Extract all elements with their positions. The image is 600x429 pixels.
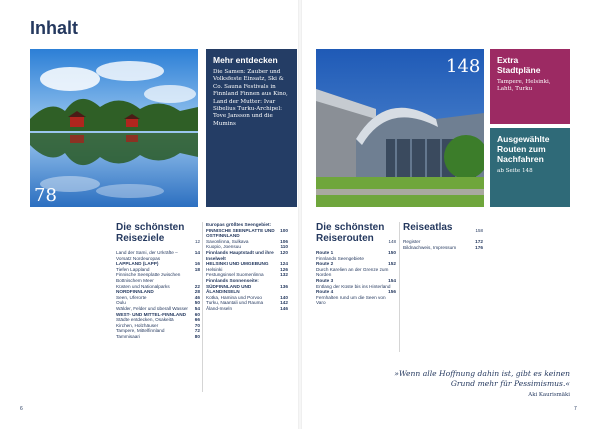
reiseziele2-entry — [206, 250, 288, 261]
column-divider — [202, 222, 203, 392]
reiseatlas-entry-page: 172 — [475, 239, 483, 244]
reiseziele-entry — [116, 334, 200, 340]
photo-page-number-right: 148 — [446, 56, 481, 77]
reiseziele2-entry-label: Savonlinna, Sulkava — [206, 238, 249, 244]
reiseziele2-entry-label: SÜDFINNLAND UND ÅLANDINSELN — [206, 283, 252, 295]
reiseatlas-list — [403, 239, 483, 250]
reiseziele-entry — [116, 250, 200, 261]
reiseziele-entry-label: Küsten und Nationalparks — [116, 283, 170, 289]
reiseatlas-entry-page: 176 — [475, 244, 483, 250]
mehr-entdecken-box — [206, 49, 297, 207]
reiseziele2-entry-page: 132 — [280, 272, 288, 278]
ausgewaehlte-routen-text: ab Seite 148 — [497, 168, 533, 174]
reiserouten-entry-label: Fernhalten rund um die Seen von Varo — [316, 294, 386, 306]
reiserouten-list — [316, 250, 396, 306]
reiseatlas-entry-label: Bildnachweis, Impressum — [403, 244, 457, 250]
reiseziele2-entry-label: Europas größtes Seengebiet: — [206, 222, 272, 227]
reiserouten-entry-label: Durch Karelien an der Grenze zum Norden — [316, 266, 389, 278]
reiseziele-column-2 — [206, 222, 288, 312]
reiseziele-entry-label: Tiefen Lappland — [116, 266, 150, 272]
lake-cottage-photo — [30, 49, 198, 207]
reiserouten-entry — [316, 295, 396, 306]
reiserouten-entry-label: Finnlands Seengebiete — [316, 255, 364, 261]
reiseatlas-entry-label: Register — [403, 239, 421, 244]
reiseziele-entry-page: 72 — [194, 328, 200, 334]
reiseziele-heading: Die schönsten Reiseziele — [116, 222, 185, 244]
extra-stadtplaene-text: Tampere, Helsinki, Lahti, Turku — [497, 79, 551, 93]
reiseziele-entry — [116, 272, 200, 283]
reiserouten-entry-label: Entlang der Küste bis ins Hinterland — [316, 283, 391, 289]
reiseatlas-column — [403, 222, 483, 250]
reiseziele-entry-page: 70 — [194, 322, 200, 328]
reiserouten-column — [316, 222, 396, 306]
reiseziele2-entry-page: 140 — [280, 294, 288, 300]
reiserouten-entry-page: 150 — [388, 250, 396, 255]
reiseziele2-entry-label: Turku, Naantali und Rauma — [206, 300, 264, 306]
reiseziele-entry-label: Finnische Seenplatte zwischen Bottnischem Meer — [116, 272, 181, 283]
ausgewaehlte-routen-heading: Ausgewählte Routen zum Nachfahren — [497, 134, 550, 164]
reiseziele-entry-page: 16 — [194, 261, 200, 267]
reiseziele-entry-page: 46 — [194, 294, 200, 300]
reiseziele-entry-label: Städte entdecken, Osakeitä — [116, 317, 174, 323]
photo-page-number: 78 — [34, 185, 57, 206]
reiseziele2-entry-label: Åland-Inseln — [206, 305, 233, 311]
reiserouten-entry-label: Route 3 — [316, 277, 334, 283]
reiseziele-entry-label: Oulu — [116, 300, 126, 306]
reiseziele-page: 12 — [194, 239, 200, 244]
reiserouten-entry — [316, 267, 396, 278]
column-divider-2 — [399, 222, 400, 352]
reiseziele-entry-label: Tammisaari — [116, 333, 140, 339]
reiseatlas-entry — [403, 245, 483, 251]
reiserouten-entry-page: 152 — [388, 261, 396, 267]
reiseatlas-head — [403, 222, 483, 233]
reiseziele-entry-page: 18 — [194, 266, 200, 272]
reiserouten-entry-label: Route 1 — [316, 250, 334, 255]
page-title: Inhalt — [30, 18, 78, 38]
reiseziele-entry-label: Kirchen, Holzhäuser — [116, 322, 159, 328]
reiseziele-entry-label: Tampere, Mittelfinnland — [116, 328, 165, 334]
reiseziele2-entry-page: 142 — [280, 300, 288, 306]
reiserouten-entry-page: 156 — [388, 289, 396, 295]
reiseziele2-entry-page: 146 — [280, 305, 288, 311]
book-gutter — [298, 0, 302, 429]
reiseziele-entry-label: WEST- UND MITTEL-FINNLAND — [116, 311, 187, 317]
reiseziele2-entry-label: Kuopio, Joensuu — [206, 244, 241, 250]
mehr-entdecken-text: Die Samen: Zauber und Volksfeste Einsatz, Ski & Co. Sauna Festivals in Finnland Finnen aus Kino, Land der Mutter: Ivar Sibelius Turku-Archipel: Tove Jansson und die Mumins — [213, 69, 288, 127]
reiserouten-head — [316, 222, 396, 244]
reiseziele2-entry-page: 124 — [280, 261, 288, 267]
reiseziele-entry-label: NORDFINNLAND — [116, 289, 154, 295]
reiserouten-page: 148 — [388, 239, 396, 244]
reiseziele2-entry-page: 110 — [280, 244, 288, 250]
reiseziele2-entry-page: 100 — [280, 227, 288, 233]
page-number-right: 7 — [574, 406, 577, 412]
reiserouten-entry-label: Route 4 — [316, 289, 334, 295]
reiseziele-entry-page: 60 — [194, 311, 200, 317]
mehr-entdecken-heading: Mehr entdecken — [213, 55, 278, 65]
reiserouten-heading: Die schönsten Reiserouten — [316, 222, 385, 244]
reiseziele2-entry-label: HELSINKI UND UMGEBUNG — [206, 261, 269, 267]
reiseziele2-entry-page: 120 — [280, 249, 288, 255]
ausgewaehlte-routen-box — [490, 128, 570, 207]
reiseziele2-entry-page: 126 — [280, 266, 288, 272]
reiseziele-column — [116, 222, 200, 340]
reiseziele2-entry-label: Festungsinsel Suomenlinna — [206, 272, 264, 278]
quote-text: »Wenn alle Hoffnung dahin ist, gibt es keinen Grund mehr für Pessimismus.« — [394, 369, 570, 388]
reiseziele2-entry-label: Helsinki — [206, 266, 223, 272]
reiserouten-entry-label: Route 2 — [316, 261, 334, 267]
reiseziele-head — [116, 222, 200, 244]
extra-stadtplaene-box — [490, 49, 570, 124]
reiseziele-entry-page: 14 — [194, 250, 200, 255]
reiseziele2-entry-label: Kotka, Hamina und Porvoo — [206, 294, 263, 300]
reiseziele2-entry-page: 136 — [280, 283, 288, 289]
reiserouten-entry-page: 154 — [388, 277, 396, 283]
reiseziele-entry-page: 22 — [194, 283, 200, 289]
reiseziele-entry-label: Wälder, Felder und überall Wasser — [116, 305, 188, 311]
reiseziele-entry-page: 28 — [194, 289, 200, 295]
reiseziele-entry-page: 66 — [194, 317, 200, 323]
reiseziele-entry-label: Seen, Uferorte — [116, 294, 147, 300]
reiseziele-entry-label: LAPPLAND (LAPP) — [116, 261, 159, 267]
reiseziele2-entry — [206, 228, 288, 239]
reiseatlas-heading: Reiseatlas — [403, 222, 453, 233]
reiseziele2-entry — [206, 284, 288, 295]
reiseatlas-page: 158 — [475, 228, 483, 233]
reiseziele2-entry — [206, 306, 288, 312]
quote-author: Aki Kaurismäki — [528, 392, 570, 398]
reiseziele-list — [116, 250, 200, 340]
reiseziele2-entry-label: Finnlands Sonnenseite: — [206, 277, 259, 283]
reiseziele-entry-label: Land der Sami, der Urkräfte – Vorsatz Nordeuropas — [116, 250, 178, 261]
reiseziele-entry-page: 54 — [194, 305, 200, 311]
reiseziele2-entry-label: Finnlands Hauptstadt und ihre Inselwelt — [206, 249, 274, 261]
lake-cottage-illustration — [30, 49, 198, 207]
reiseziele2-entry-label: FINNISCHE SEENPLATTE UND OSTFINNLAND — [206, 227, 275, 239]
reiseziele-entry-page: 50 — [194, 300, 200, 306]
extra-stadtplaene-heading: Extra Stadtpläne — [497, 55, 541, 75]
page-number-left: 6 — [20, 406, 23, 412]
reiseziele-list-2 — [206, 222, 288, 312]
reiseziele-entry-page: 80 — [194, 333, 200, 339]
reiseziele2-entry-page: 106 — [280, 238, 288, 244]
